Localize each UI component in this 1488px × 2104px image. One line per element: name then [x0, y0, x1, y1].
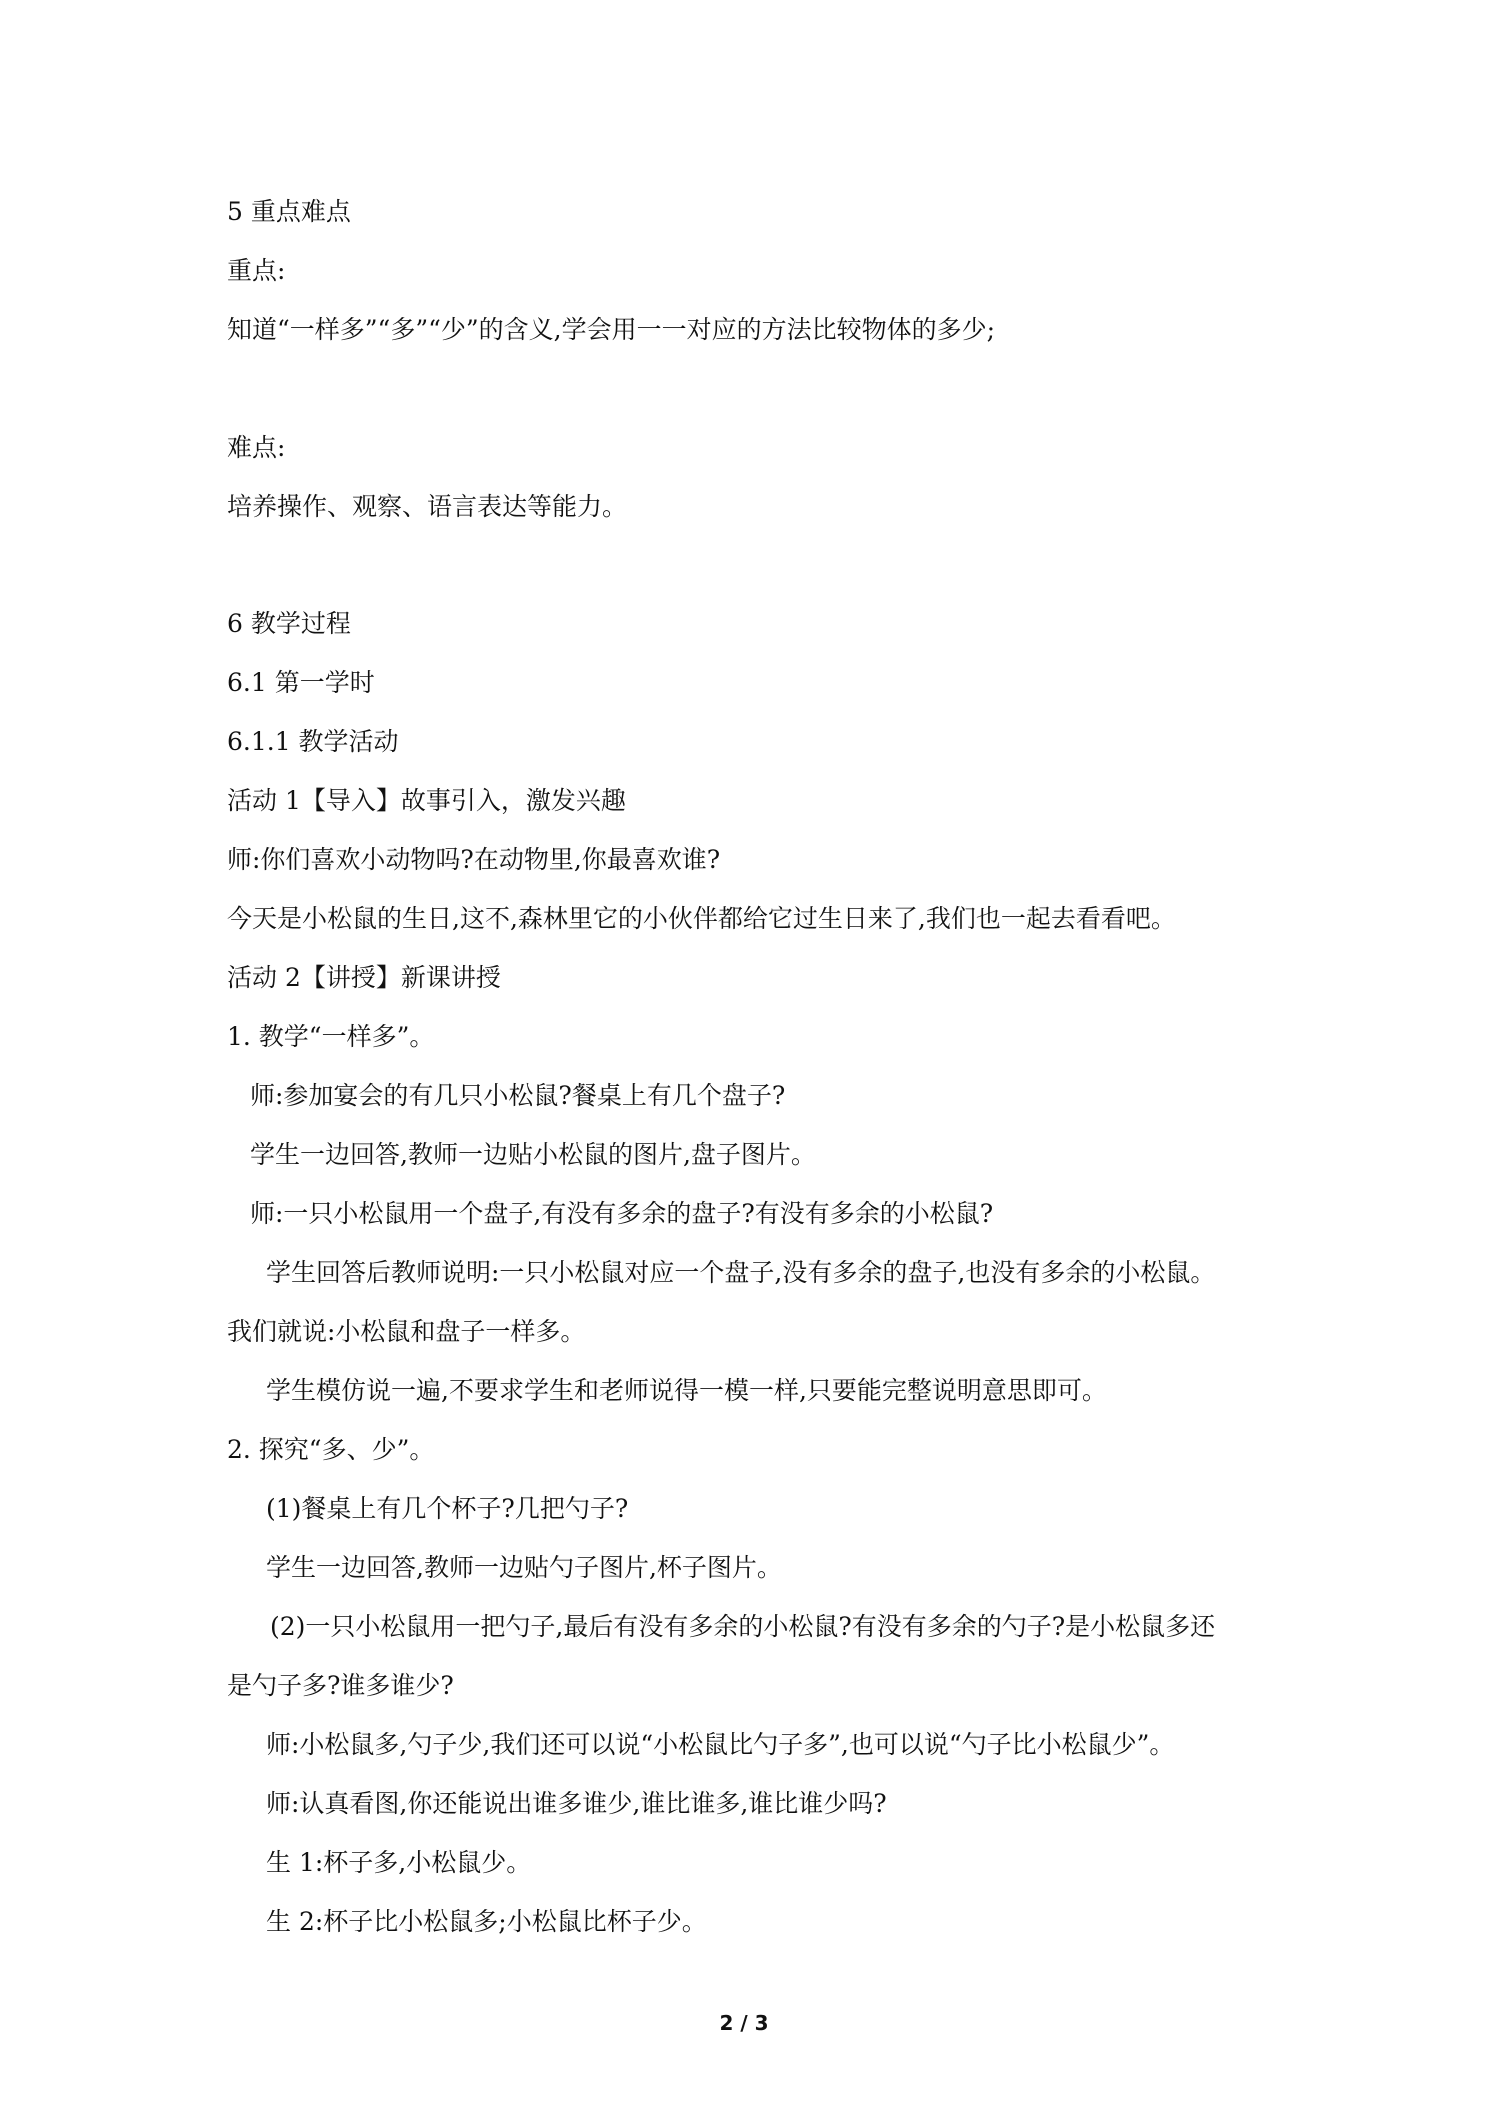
paragraph-line: 学生一边回答,教师一边贴小松鼠的图片,盘子图片。: [250, 1140, 816, 1169]
paragraph-line: 师:认真看图,你还能说出谁多谁少,谁比谁多,谁比谁少吗?: [266, 1789, 887, 1818]
subheading-first-period: 6.1 第一学时: [227, 668, 375, 697]
paragraph-line: (2)一只小松鼠用一把勺子,最后有没有多余的小松鼠?有没有多余的勺子?是小松鼠多还: [270, 1612, 1216, 1641]
paragraph-line: 学生模仿说一遍,不要求学生和老师说得一模一样,只要能完整说明意思即可。: [266, 1376, 1107, 1405]
paragraph-line: 生 2:杯子比小松鼠多;小松鼠比杯子少。: [266, 1907, 707, 1936]
paragraph-line: 学生回答后教师说明:一只小松鼠对应一个盘子,没有多余的盘子,也没有多余的小松鼠。: [266, 1258, 1216, 1287]
label-key-point: 重点:: [227, 256, 286, 285]
paragraph-line: 师:小松鼠多,勺子少,我们还可以说“小松鼠比勺子多”,也可以说“勺子比小松鼠少”。: [266, 1730, 1175, 1759]
text-key-point: 知道“一样多”“多”“少”的含义,学会用一一对应的方法比较物体的多少;: [227, 315, 996, 344]
paragraph-line: 今天是小松鼠的生日,这不,森林里它的小伙伴都给它过生日来了,我们也一起去看看吧。: [227, 904, 1176, 933]
list-item-2-heading: 2. 探究“多、少”。: [227, 1435, 435, 1464]
page-number: 2 / 3: [719, 2011, 769, 2035]
paragraph-line: 师:你们喜欢小动物吗?在动物里,你最喜欢谁?: [227, 845, 721, 874]
paragraph-line: 是勺子多?谁多谁少?: [227, 1671, 454, 1700]
label-difficulty: 难点:: [227, 433, 286, 462]
paragraph-line: 学生一边回答,教师一边贴勺子图片,杯子图片。: [266, 1553, 782, 1582]
paragraph-line: 生 1:杯子多,小松鼠少。: [266, 1848, 532, 1877]
paragraph-line: 我们就说:小松鼠和盘子一样多。: [227, 1317, 586, 1346]
section-heading-key-points: 5 重点难点: [227, 197, 351, 226]
text-difficulty: 培养操作、观察、语言表达等能力。: [227, 492, 628, 521]
paragraph-line: (1)餐桌上有几个杯子?几把勺子?: [266, 1494, 629, 1523]
paragraph-line: 师:一只小松鼠用一个盘子,有没有多余的盘子?有没有多余的小松鼠?: [250, 1199, 994, 1228]
list-item-1-heading: 1. 教学“一样多”。: [227, 1022, 435, 1051]
subheading-teaching-activities: 6.1.1 教学活动: [227, 727, 399, 756]
activity-2-heading: 活动 2【讲授】新课讲授: [227, 963, 501, 992]
section-heading-teaching-process: 6 教学过程: [227, 609, 351, 638]
paragraph-line: 师:参加宴会的有几只小松鼠?餐桌上有几个盘子?: [250, 1081, 786, 1110]
activity-1-heading: 活动 1【导入】故事引入，激发兴趣: [227, 786, 626, 815]
